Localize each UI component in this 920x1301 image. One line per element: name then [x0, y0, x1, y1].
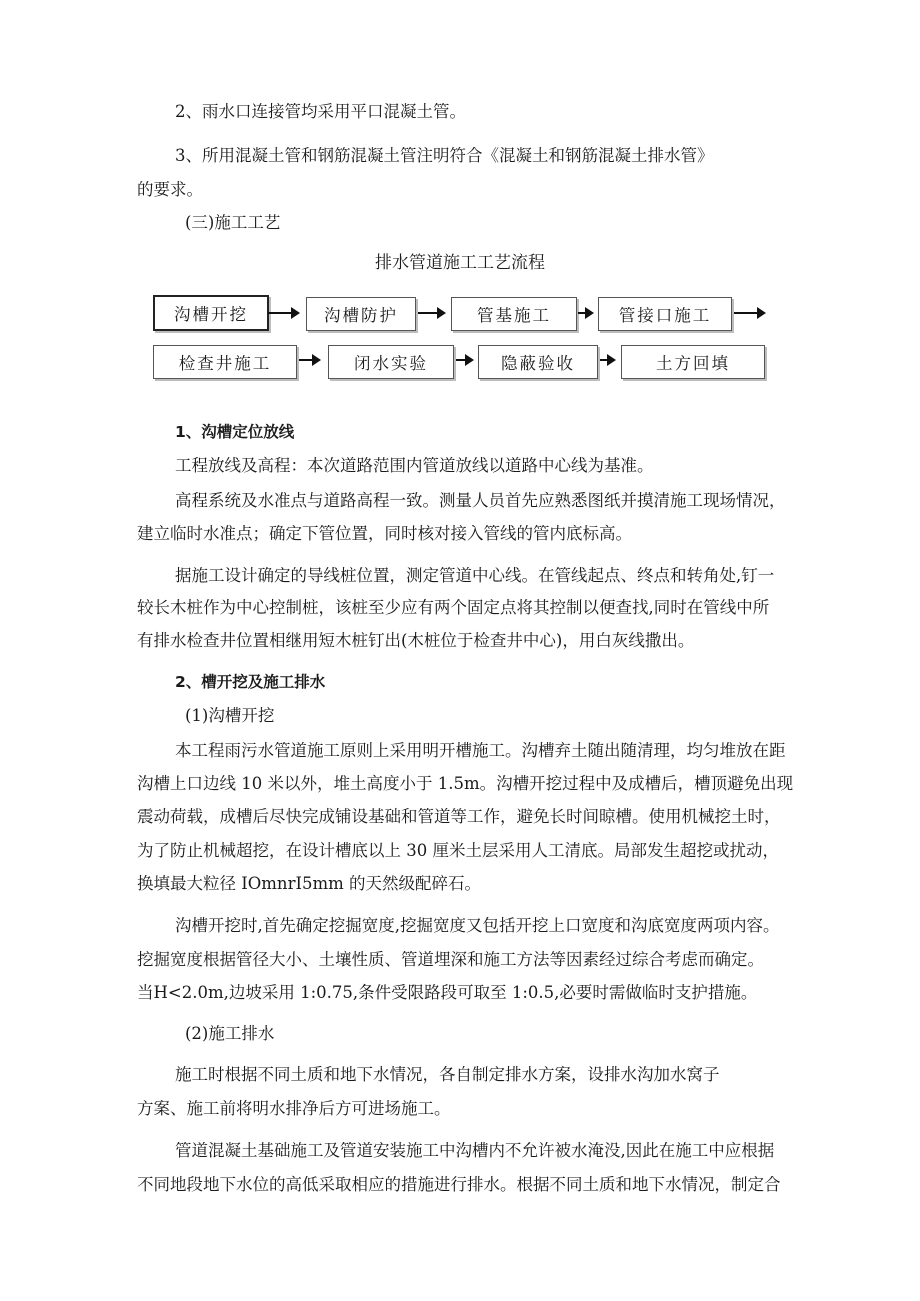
flow-step-trench-protection: 沟槽防护: [306, 297, 416, 331]
paragraph-item-2: 2、雨水口连接管均采用平口混凝土管。: [175, 102, 466, 121]
paragraph-item-3: 3、所用混凝土管和钢筋混凝土管注明符合《混凝土和钢筋混凝土排水管》: [175, 146, 714, 165]
paragraph-line: 高程系统及水准点与道路高程一致。测量人员首先应熟悉图纸并摸清施工现场情况，: [175, 491, 786, 510]
paragraph-line: 建立临时水准点；确定下管位置，同时核对接入管线的管内底标高。: [137, 524, 632, 543]
flow-arrow-icon: [578, 312, 592, 314]
flow-step-trench-excavation: 沟槽开挖: [153, 295, 269, 331]
paragraph-line: 有排水检查井位置相继用短木桩钉出(木桩位于检查井中心)，用白灰线撒出。: [137, 631, 695, 650]
flow-arrow-icon: [734, 312, 764, 314]
flow-step-manhole: 检查井施工: [153, 345, 297, 379]
subsection-heading-2: (2)施工排水: [185, 1024, 275, 1043]
paragraph-line: 换填最大粒径 IOmnrI5mm 的天然级配碎石。: [137, 874, 482, 893]
paragraph-line: 方案、施工前将明水排净后方可进场施工。: [137, 1099, 451, 1118]
paragraph-line: 沟槽上口边线 10 米以外，堆土高度小于 1.5m。沟槽开挖过程中及成槽后，槽顶避免出现: [137, 774, 794, 793]
flow-arrow-icon: [418, 312, 444, 314]
paragraph-line: 工程放线及高程：本次道路范围内管道放线以道路中心线为基准。: [175, 456, 654, 475]
paragraph-item-3-cont: 的要求。: [137, 180, 203, 199]
paragraph-line: 本工程雨污水管道施工原则上采用明开槽施工。沟槽弃土随出随清理，均匀堆放在距: [175, 741, 786, 760]
flow-step-pipe-base: 管基施工: [451, 297, 577, 331]
paragraph-line: 管道混凝土基础施工及管道安装施工中沟槽内不允许被水淹没,因此在施工中应根据: [175, 1141, 775, 1160]
flowchart-title: 排水管道施工工艺流程: [375, 253, 545, 273]
paragraph-line: 沟槽开挖时,首先确定挖掘宽度,挖掘宽度又包括开挖上口宽度和沟底宽度两项内容。: [175, 916, 780, 935]
flow-step-closed-water-test: 闭水实验: [328, 345, 454, 379]
flow-arrow-icon: [299, 359, 319, 361]
flow-step-backfill: 土方回填: [621, 345, 765, 379]
section-heading-2: 2、槽开挖及施工排水: [175, 673, 326, 691]
paragraph-line: 据施工设计确定的导线桩位置，测定管道中心线。在管线起点、终点和转角处,钉一: [175, 566, 775, 585]
paragraph-line: 挖掘宽度根据管径大小、土壤性质、管道埋深和施工方法等因素经过综合考虑而确定。: [137, 950, 764, 969]
flow-step-pipe-joint: 管接口施工: [598, 297, 732, 331]
paragraph-line: 较长木桩作为中心控制桩，该桩至少应有两个固定点将其控制以便查找,同时在管线中所: [137, 598, 770, 617]
flow-arrow-icon: [456, 359, 472, 361]
section-heading-3: (三)施工工艺: [185, 213, 281, 232]
paragraph-line: 为了防止机械超挖，在设计槽底以上 30 厘米土层采用人工清底。局部发生超挖或扰动，: [137, 841, 779, 860]
paragraph-line: 当H<2.0m,边坡采用 1:0.75,条件受限路段可取至 1:0.5,必要时需做临时支护措施。: [137, 983, 758, 1002]
subsection-heading-1: (1)沟槽开挖: [185, 706, 275, 725]
paragraph-line: 施工时根据不同土质和地下水情况，各自制定排水方案，设排水沟加水窝子: [175, 1065, 720, 1084]
flow-arrow-icon: [600, 359, 614, 361]
flow-step-concealed-acceptance: 隐蔽验收: [478, 345, 598, 379]
paragraph-line: 不同地段地下水位的高低采取相应的措施进行排水。根据不同土质和地下水情况，制定合: [137, 1175, 781, 1194]
flow-arrow-icon: [268, 312, 298, 314]
section-heading-1: 1、沟槽定位放线: [175, 423, 295, 441]
paragraph-line: 震动荷载，成槽后尽快完成铺设基础和管道等工作，避免长时间晾槽。使用机械挖土时，: [137, 807, 781, 826]
